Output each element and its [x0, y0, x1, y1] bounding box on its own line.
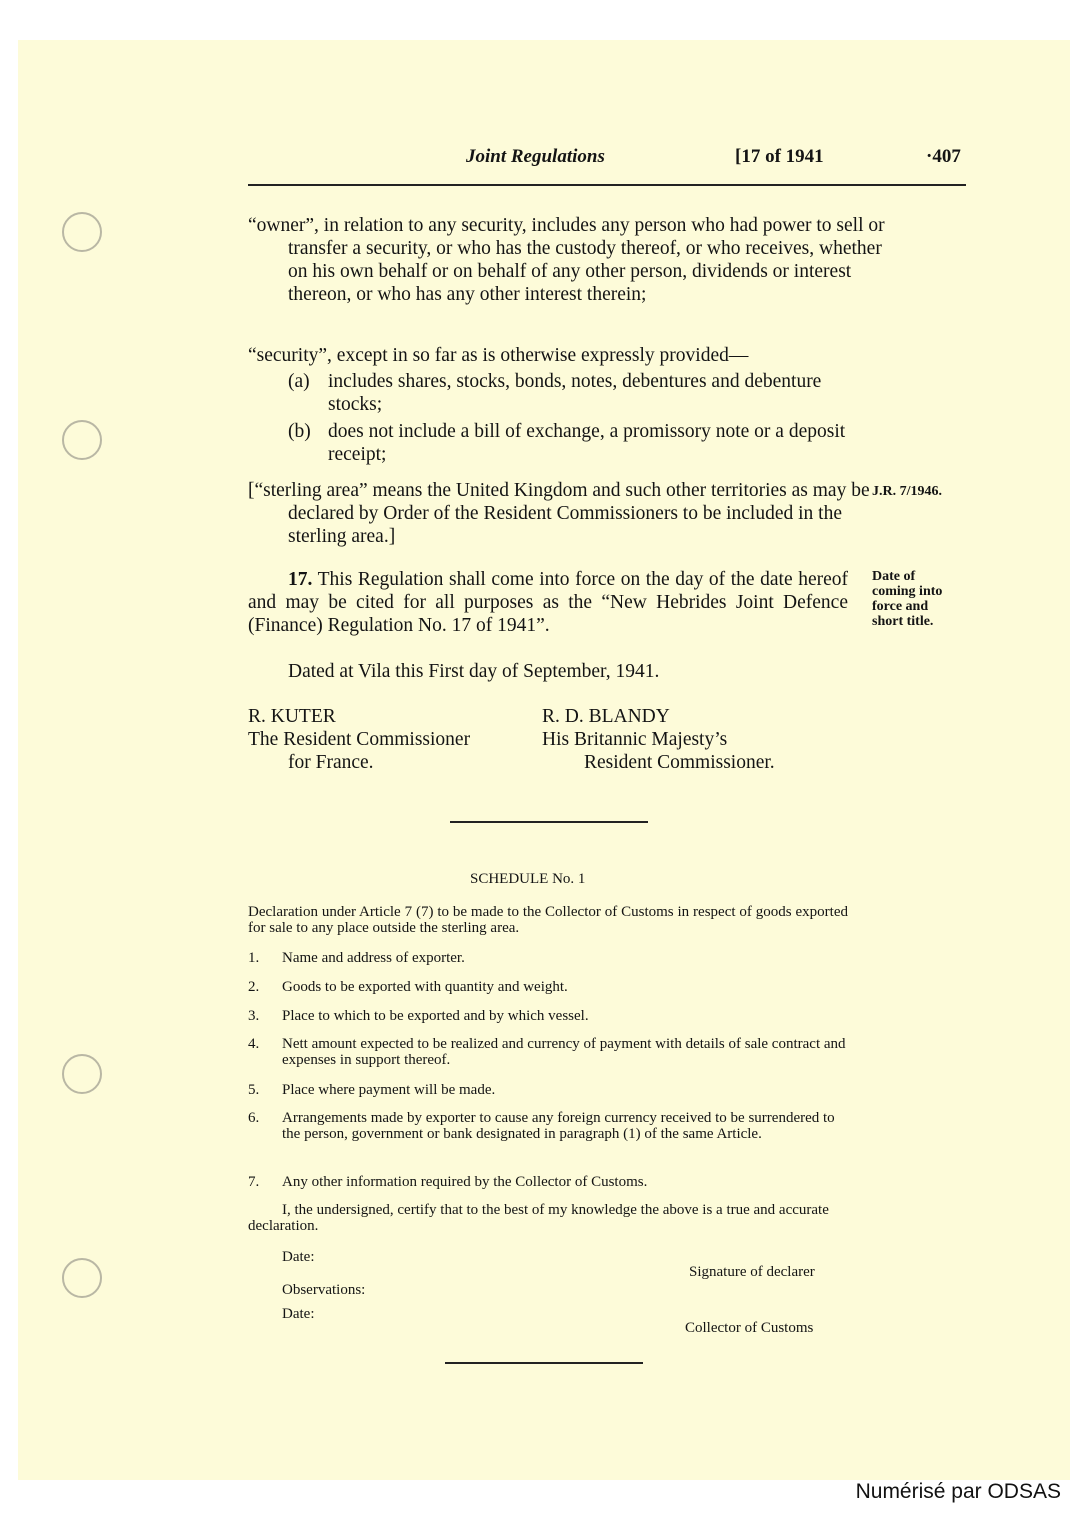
end-divider — [445, 1362, 643, 1364]
section-divider — [450, 821, 648, 823]
schedule-item-number: 6. — [248, 1110, 260, 1126]
right-signatory-title-2: Resident Commissioner. — [584, 752, 775, 773]
certification-text: I, the undersigned, certify that to the best of my knowledge the above is a true and accurate declaration. — [248, 1202, 829, 1234]
definition-owner: “owner”, in relation to any security, includes any person who had power to sell or transfer a security, or who has the custody thereof, or who receives, whether on his own behalf or on behalf of any other person, dividends or interest thereon, or who has any other interest therein; — [248, 215, 885, 305]
date-label: Date: — [282, 1249, 315, 1265]
schedule-title: SCHEDULE No. 1 — [470, 871, 586, 887]
schedule-item — [248, 1174, 848, 1190]
running-header-ref: [17 of 1941 — [735, 146, 824, 167]
punch-hole — [62, 420, 102, 460]
security-item-a — [288, 370, 848, 416]
margin-note-coming-into: coming into — [872, 584, 943, 599]
schedule-item — [248, 1082, 848, 1098]
schedule-item-text: Arrangements made by exporter to cause any foreign currency received to be surrendered to the person, government or bank designated in paragraph (1) of the same Article. — [282, 1110, 835, 1142]
schedule-item-text: Name and address of exporter. — [282, 950, 465, 966]
running-header-title: Joint Regulations — [466, 146, 605, 167]
schedule-item-number: 7. — [248, 1174, 260, 1190]
signature-label: Signature of declarer — [689, 1264, 815, 1280]
schedule-item-text: Place where payment will be made. — [282, 1082, 496, 1098]
margin-note-force-and: force and — [872, 599, 929, 614]
schedule-item — [248, 1110, 848, 1142]
schedule-intro: Declaration under Article 7 (7) to be made to the Collector of Customs in respect of goods exported for sale to any place outside the sterling area. — [248, 904, 848, 936]
page-number: ·407 — [926, 146, 961, 167]
left-signatory-name: R. KUTER — [248, 706, 336, 727]
item-text: includes shares, stocks, bonds, notes, debentures and debenture stocks; — [328, 371, 822, 415]
section-17 — [248, 568, 848, 637]
item-text: does not include a bill of exchange, a promissory note or a deposit receipt; — [328, 421, 846, 465]
punch-hole — [62, 1054, 102, 1094]
schedule-item-text: Place to which to be exported and by which vessel. — [282, 1008, 589, 1024]
schedule-item-text: Nett amount expected to be realized and currency of payment with details of sale contract and expenses in support thereof. — [282, 1036, 846, 1068]
schedule-item-number: 3. — [248, 1008, 260, 1024]
digitization-credit: Numérisé par ODSAS — [855, 1480, 1061, 1503]
schedule-item — [248, 1036, 848, 1068]
margin-note-short-title: short title. — [872, 614, 934, 629]
dated-line: Dated at Vila this First day of September, 1941. — [288, 661, 660, 682]
item-label: (a) — [288, 371, 310, 392]
left-signatory-title-2: for France. — [288, 752, 374, 773]
definition-sterling-area: [“sterling area” means the United Kingdom and such other territories as may be declared by Order of the Resident Commissioners to be included in the sterling area.] — [248, 480, 870, 547]
right-signatory-name: R. D. BLANDY — [542, 706, 670, 727]
margin-note-date-of: Date of — [872, 569, 916, 584]
security-item-b — [288, 420, 848, 466]
item-label: (b) — [288, 421, 311, 442]
punch-hole — [62, 212, 102, 252]
schedule-item-number: 5. — [248, 1082, 260, 1098]
header-rule — [248, 184, 966, 186]
schedule-item-text: Goods to be exported with quantity and weight. — [282, 979, 568, 995]
punch-hole — [62, 1258, 102, 1298]
right-signatory-title: His Britannic Majesty’s — [542, 729, 728, 750]
schedule-item-number: 4. — [248, 1036, 260, 1052]
collector-label: Collector of Customs — [685, 1320, 814, 1336]
section-text: This Regulation shall come into force on the day of the date hereof and may be cited for all purposes as the “New Hebrides Joint Defence (Finance) Regulation No. 17 of 1941”. — [248, 569, 848, 636]
schedule-item — [248, 950, 848, 966]
section-number: 17. — [288, 569, 313, 590]
schedule-item-number: 2. — [248, 979, 260, 995]
schedule-item — [248, 1008, 848, 1024]
margin-note-jr: J.R. 7/1946. — [872, 484, 942, 499]
observations-label: Observations: — [282, 1282, 366, 1298]
schedule-item-number: 1. — [248, 950, 260, 966]
left-signatory-title: The Resident Commissioner — [248, 729, 471, 750]
definition-security-intro: “security”, except in so far as is otherwise expressly provided— — [248, 345, 749, 366]
schedule-item — [248, 979, 848, 995]
schedule-item-text: Any other information required by the Collector of Customs. — [282, 1174, 648, 1190]
date-label: Date: — [282, 1306, 315, 1322]
